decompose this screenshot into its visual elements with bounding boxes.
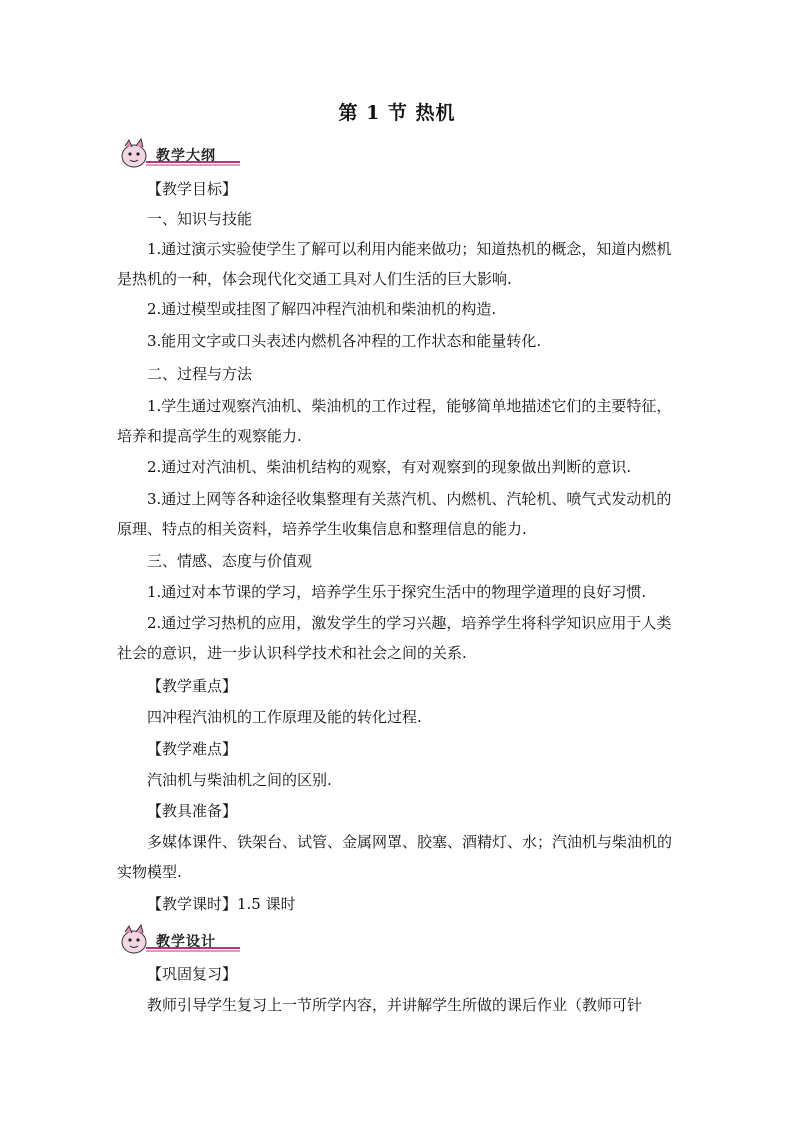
key-points-text: 四冲程汽油机的工作原理及能的转化过程. [147, 708, 422, 726]
review-text: 教师引导学生复习上一节所学内容，并讲解学生所做的课后作业（教师可针 [147, 996, 643, 1014]
emotion-heading: 三、情感、态度与价值观 [147, 552, 313, 570]
review-heading: 【巩固复习】 [147, 965, 238, 983]
knowledge-heading: 一、知识与技能 [147, 210, 253, 228]
section-badge-label: 教学大纲 [156, 148, 216, 164]
paragraph-k1: 1.通过演示实验使学生了解可以利用内能来做功；知道热机的概念，知道内燃机是热机的一种，体会现代化交通工具对人们生活的巨大影响. [117, 240, 672, 288]
paragraph-m1: 1.学生通过观察汽油机、柴油机的工作过程，能够简单地描述它们的主要特征，培养和提高学生的观察能力. [117, 397, 672, 445]
paragraph-m2: 2.通过对汽油机、柴油机结构的观察，有对观察到的现象做出判断的意识. [147, 458, 632, 476]
paragraph-m3: 3.通过上网等各种途径收集整理有关蒸汽机、内燃机、汽轮机、喷气式发动机的原理、特点的相关资料，培养学生收集信息和整理信息的能力. [117, 490, 672, 538]
section-badge-design [116, 924, 246, 958]
section-badge-label: 教学设计 [156, 934, 216, 950]
paragraph-e1: 1.通过对本节课的学习，培养学生乐于探究生活中的物理学道理的良好习惯. [147, 583, 647, 601]
lesson-hours: 【教学课时】1.5 课时 [147, 895, 296, 913]
objectives-heading: 【教学目标】 [147, 180, 238, 198]
tools-text: 多媒体课件、铁架台、试管、金属网罩、胶塞、酒精灯、水；汽油机与柴油机的实物模型. [117, 833, 673, 881]
paragraph-k3: 3.能用文字或口头表述内燃机各冲程的工作状态和能量转化. [147, 332, 542, 350]
tools-heading: 【教具准备】 [147, 802, 238, 820]
paragraph-k2: 2.通过模型或挂图了解四冲程汽油机和柴油机的构造. [147, 300, 497, 318]
section-badge-outline [116, 138, 246, 172]
key-points-heading: 【教学重点】 [147, 677, 238, 695]
page-title: 第 1 节 热机 [338, 102, 456, 124]
paragraph-e2: 2.通过学习热机的应用，激发学生的学习兴趣，培养学生将科学知识应用于人类社会的意识，进一步认识科学技术和社会之间的关系. [117, 614, 672, 662]
difficulties-text: 汽油机与柴油机之间的区别. [147, 771, 332, 789]
process-heading: 二、过程与方法 [147, 365, 253, 383]
difficulties-heading: 【教学难点】 [147, 740, 238, 758]
